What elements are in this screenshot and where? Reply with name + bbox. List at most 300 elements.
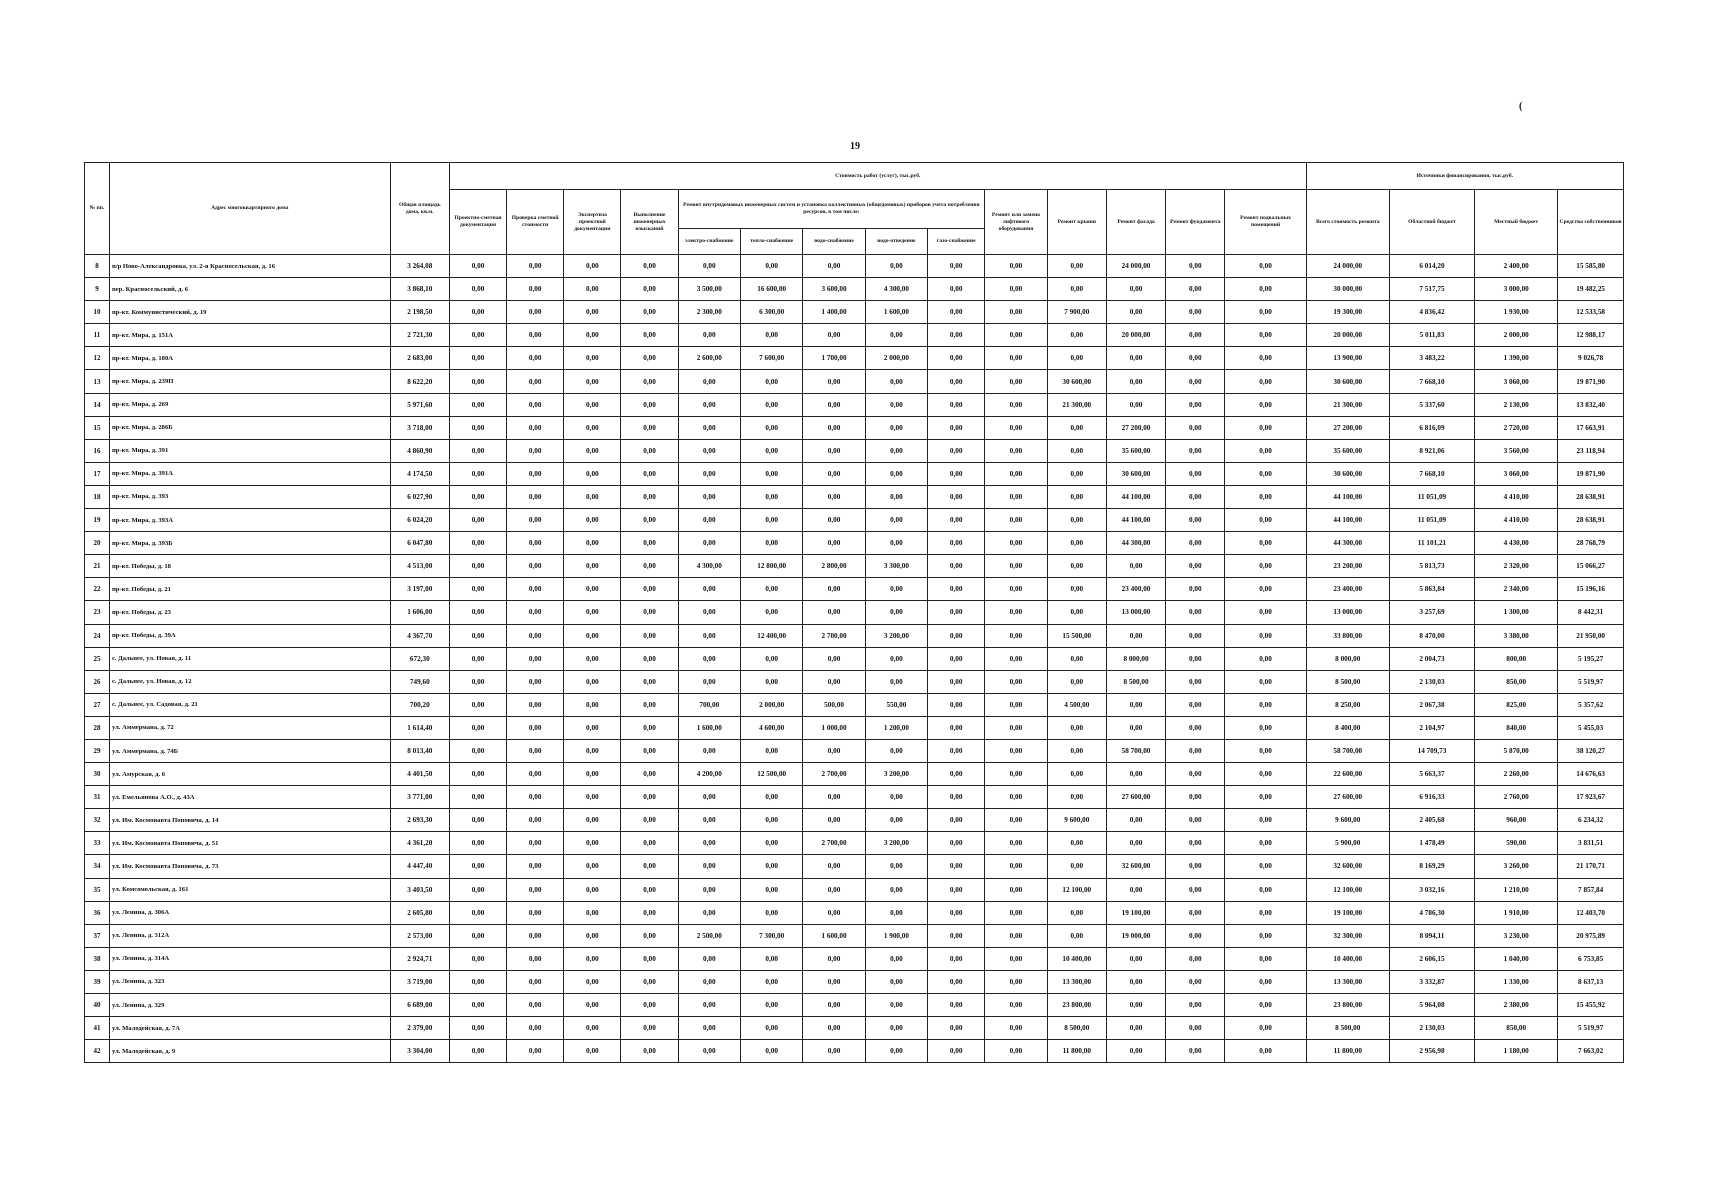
row-area: 8 013,40 [390,739,449,762]
row-area: 3 304,00 [390,1040,449,1063]
row-value: 0,00 [1106,994,1165,1017]
row-value: 0,00 [1225,370,1306,393]
row-value: 5 455,03 [1558,716,1624,739]
row-value: 0,00 [449,578,506,601]
row-value: 8 169,29 [1389,855,1474,878]
row-value: 0,00 [1166,924,1225,947]
row-address: ул. Им. Космонавта Поповича, д. 51 [109,832,390,855]
row-value: 0,00 [1047,670,1106,693]
row-value: 0,00 [928,439,985,462]
row-value: 0,00 [1225,578,1306,601]
row-value: 1 040,00 [1475,947,1558,970]
row-value: 0,00 [985,416,1047,439]
row-value: 0,00 [507,970,564,993]
row-value: 3 500,00 [678,278,740,301]
row-value: 9 026,78 [1558,347,1624,370]
row-value: 1 200,00 [865,716,927,739]
row-value: 0,00 [1106,693,1165,716]
row-value: 5 900,00 [1306,832,1389,855]
row-value: 0,00 [985,601,1047,624]
row-value: 0,00 [1047,578,1106,601]
row-value: 0,00 [678,970,740,993]
row-value: 1 390,00 [1475,347,1558,370]
row-value: 23 400,00 [1106,578,1165,601]
row-value: 0,00 [740,739,802,762]
row-value: 0,00 [1166,485,1225,508]
row-value: 0,00 [507,1017,564,1040]
row-value: 0,00 [985,809,1047,832]
row-value: 0,00 [1106,624,1165,647]
row-value: 0,00 [678,370,740,393]
row-value: 0,00 [449,601,506,624]
row-area: 749,60 [390,670,449,693]
row-value: 0,00 [803,739,865,762]
row-value: 0,00 [1225,347,1306,370]
row-value: 27 600,00 [1106,786,1165,809]
row-value: 0,00 [1106,809,1165,832]
row-value: 0,00 [740,1017,802,1040]
row-value: 0,00 [564,393,621,416]
row-value: 0,00 [1225,462,1306,485]
row-address: ул. Ленина, д. 314А [109,947,390,970]
row-value: 0,00 [507,739,564,762]
row-value: 4 300,00 [865,278,927,301]
row-value: 0,00 [803,532,865,555]
row-address: пр-кт. Коммунистический, д. 19 [109,301,390,324]
row-value: 2 500,00 [678,924,740,947]
row-address: ул. Аммермана, д. 72 [109,716,390,739]
row-value: 1 910,00 [1475,901,1558,924]
row-value: 3 560,00 [1475,439,1558,462]
row-value: 0,00 [865,994,927,1017]
row-value: 0,00 [1225,670,1306,693]
row-value: 0,00 [564,1040,621,1063]
row-value: 0,00 [865,970,927,993]
row-number: 36 [85,901,110,924]
row-value: 13 300,00 [1047,970,1106,993]
row-value: 0,00 [507,786,564,809]
row-value: 0,00 [985,370,1047,393]
row-value: 0,00 [449,670,506,693]
row-value: 8 500,00 [1306,1017,1389,1040]
row-value: 28 638,91 [1558,509,1624,532]
row-value: 0,00 [740,462,802,485]
row-value: 0,00 [507,301,564,324]
row-value: 0,00 [985,578,1047,601]
col-roof: Ремонт крыши [1047,190,1106,255]
row-value: 4 430,00 [1475,532,1558,555]
row-value: 16 600,00 [740,278,802,301]
row-address: пр-кт. Мира, д. 286Б [109,416,390,439]
row-value: 12 403,70 [1558,901,1624,924]
row-value: 0,00 [803,439,865,462]
row-value: 0,00 [1166,509,1225,532]
row-value: 0,00 [621,347,678,370]
row-value: 0,00 [507,324,564,347]
row-value: 0,00 [1166,947,1225,970]
row-address: пр-кт. Мира, д. 393 [109,485,390,508]
row-value: 0,00 [985,716,1047,739]
row-value: 0,00 [449,855,506,878]
table-row [85,970,1624,993]
row-value: 0,00 [740,416,802,439]
row-value: 0,00 [507,278,564,301]
row-value: 0,00 [678,832,740,855]
row-value: 0,00 [1106,878,1165,901]
row-value: 11 051,09 [1389,509,1474,532]
row-value: 2 000,00 [865,347,927,370]
row-value: 0,00 [803,393,865,416]
row-value: 0,00 [449,301,506,324]
row-area: 3 718,00 [390,416,449,439]
row-value: 0,00 [1166,624,1225,647]
row-address: пр-кт. Мира, д. 239П [109,370,390,393]
row-value: 0,00 [803,786,865,809]
row-value: 0,00 [678,532,740,555]
row-value: 3 831,51 [1558,832,1624,855]
row-address: ул. Им. Космонавта Поповича, д. 14 [109,809,390,832]
table-row [85,832,1624,855]
row-value: 0,00 [507,693,564,716]
row-value: 0,00 [985,1040,1047,1063]
row-value: 0,00 [507,878,564,901]
row-area: 3 771,00 [390,786,449,809]
row-value: 0,00 [449,832,506,855]
row-value: 35 600,00 [1306,439,1389,462]
row-value: 11 800,00 [1047,1040,1106,1063]
row-value: 0,00 [507,532,564,555]
row-value: 20 000,00 [1306,324,1389,347]
row-value: 0,00 [803,878,865,901]
row-address: п/р Ново-Александровка, ул. 2-я Красносельская, д. 16 [109,255,390,278]
row-value: 7 600,00 [740,347,802,370]
row-value: 0,00 [928,994,985,1017]
row-value: 3 380,00 [1475,624,1558,647]
row-value: 0,00 [1225,278,1306,301]
row-value: 14 676,63 [1558,763,1624,786]
row-value: 13 000,00 [1306,601,1389,624]
row-value: 0,00 [449,763,506,786]
row-value: 0,00 [449,786,506,809]
row-value: 0,00 [564,416,621,439]
row-value: 0,00 [1047,786,1106,809]
row-value: 0,00 [678,994,740,1017]
row-address: ул. Аммермана, д. 74Б [109,739,390,762]
row-area: 1 606,00 [390,601,449,624]
row-value: 3 060,00 [1475,370,1558,393]
row-value: 0,00 [564,278,621,301]
table-row [85,786,1624,809]
table-row [85,301,1624,324]
row-value: 12 533,58 [1558,301,1624,324]
table-row [85,347,1624,370]
table-row [85,855,1624,878]
row-value: 44 300,00 [1306,532,1389,555]
row-value: 5 863,84 [1389,578,1474,601]
row-value: 8 094,11 [1389,924,1474,947]
row-number: 15 [85,416,110,439]
row-value: 0,00 [740,947,802,970]
row-value: 0,00 [1106,716,1165,739]
row-value: 0,00 [1225,901,1306,924]
table-row [85,1017,1624,1040]
row-value: 0,00 [1166,370,1225,393]
table-row [85,901,1624,924]
row-value: 0,00 [449,347,506,370]
row-value: 0,00 [1166,693,1225,716]
row-value: 1 180,00 [1475,1040,1558,1063]
row-value: 0,00 [985,509,1047,532]
row-value: 0,00 [1106,1017,1165,1040]
row-value: 0,00 [507,485,564,508]
table-body [85,255,1624,1063]
row-value: 0,00 [1106,947,1165,970]
row-value: 0,00 [1166,278,1225,301]
row-number: 35 [85,878,110,901]
row-value: 0,00 [507,994,564,1017]
row-value: 24 000,00 [1306,255,1389,278]
row-value: 0,00 [1225,763,1306,786]
row-value: 0,00 [1225,855,1306,878]
row-value: 0,00 [1225,1040,1306,1063]
row-address: пр-кт. Победы, д. 39А [109,624,390,647]
row-value: 0,00 [507,578,564,601]
row-number: 33 [85,832,110,855]
row-address: ул. Ленина, д. 329 [109,994,390,1017]
col-surveys: Выполнение инженерных изысканий [621,190,678,255]
row-value: 0,00 [865,393,927,416]
row-area: 2 683,00 [390,347,449,370]
row-value: 0,00 [865,462,927,485]
row-value: 0,00 [928,624,985,647]
row-value: 0,00 [564,878,621,901]
row-value: 0,00 [507,416,564,439]
row-value: 21 300,00 [1306,393,1389,416]
row-value: 23 200,00 [1306,555,1389,578]
row-value: 0,00 [985,393,1047,416]
row-value: 0,00 [564,786,621,809]
row-value: 0,00 [449,693,506,716]
row-value: 0,00 [985,739,1047,762]
row-value: 0,00 [1166,878,1225,901]
row-value: 0,00 [621,462,678,485]
row-value: 0,00 [564,601,621,624]
row-area: 2 924,71 [390,947,449,970]
row-value: 5 870,00 [1475,739,1558,762]
row-value: 9 600,00 [1047,809,1106,832]
row-value: 12 100,00 [1306,878,1389,901]
row-value: 0,00 [985,301,1047,324]
row-value: 0,00 [1166,832,1225,855]
row-value: 0,00 [1047,278,1106,301]
row-value: 0,00 [621,901,678,924]
row-area: 4 860,90 [390,439,449,462]
row-value: 0,00 [678,739,740,762]
row-area: 6 047,80 [390,532,449,555]
row-value: 0,00 [564,462,621,485]
row-value: 0,00 [865,786,927,809]
row-value: 0,00 [740,439,802,462]
row-number: 31 [85,786,110,809]
row-value: 0,00 [564,324,621,347]
row-value: 24 000,00 [1106,255,1165,278]
corner-mark: ( [1519,101,1523,112]
row-value: 30 000,00 [1306,278,1389,301]
row-value: 0,00 [678,439,740,462]
col-heat: тепло-снабжение [740,229,802,255]
row-value: 17 663,91 [1558,416,1624,439]
row-value: 8 637,13 [1558,970,1624,993]
row-value: 7 668,10 [1389,370,1474,393]
row-area: 4 513,00 [390,555,449,578]
row-value: 2 956,98 [1389,1040,1474,1063]
row-value: 0,00 [985,786,1047,809]
row-value: 0,00 [985,647,1047,670]
row-value: 0,00 [1166,393,1225,416]
row-value: 0,00 [449,255,506,278]
col-group-sources: Источники финансирования, тыс.руб. [1306,163,1623,190]
col-sewer: водо-отведение [865,229,927,255]
row-value: 1 600,00 [678,716,740,739]
row-value: 0,00 [507,1040,564,1063]
row-value: 0,00 [985,278,1047,301]
row-value: 0,00 [507,347,564,370]
row-value: 2 320,00 [1475,555,1558,578]
row-value: 0,00 [449,370,506,393]
row-value: 0,00 [1106,970,1165,993]
row-value: 23 400,00 [1306,578,1389,601]
row-value: 0,00 [803,485,865,508]
col-no: № пп. [85,163,110,255]
row-value: 0,00 [1047,855,1106,878]
table-row [85,763,1624,786]
row-value: 0,00 [1166,901,1225,924]
row-value: 15 196,16 [1558,578,1624,601]
row-value: 0,00 [803,994,865,1017]
row-value: 0,00 [928,555,985,578]
row-value: 0,00 [507,670,564,693]
row-value: 13 832,40 [1558,393,1624,416]
row-value: 2 606,15 [1389,947,1474,970]
row-value: 0,00 [803,324,865,347]
row-value: 0,00 [1166,555,1225,578]
row-value: 30 600,00 [1106,462,1165,485]
row-value: 0,00 [928,532,985,555]
row-value: 0,00 [740,647,802,670]
row-value: 0,00 [1225,624,1306,647]
table-row [85,532,1624,555]
row-value: 0,00 [564,693,621,716]
row-value: 4 410,00 [1475,509,1558,532]
row-value: 0,00 [1166,578,1225,601]
row-area: 4 174,50 [390,462,449,485]
row-address: пр-кт. Мира, д. 393Б [109,532,390,555]
row-value: 21 170,71 [1558,855,1624,878]
row-value: 0,00 [928,347,985,370]
row-address: пр-кт. Мира, д. 391А [109,462,390,485]
row-number: 30 [85,763,110,786]
row-value: 3 260,00 [1475,855,1558,878]
row-value: 0,00 [985,855,1047,878]
row-value: 0,00 [1166,809,1225,832]
row-value: 0,00 [928,855,985,878]
row-value: 0,00 [928,947,985,970]
row-value: 10 400,00 [1047,947,1106,970]
row-value: 0,00 [928,393,985,416]
row-value: 0,00 [803,1017,865,1040]
row-value: 0,00 [985,878,1047,901]
row-value: 2 720,00 [1475,416,1558,439]
row-value: 2 300,00 [678,301,740,324]
row-value: 2 760,00 [1475,786,1558,809]
row-value: 0,00 [678,855,740,878]
row-value: 0,00 [928,786,985,809]
row-value: 2 000,00 [740,693,802,716]
row-value: 700,00 [678,693,740,716]
row-value: 0,00 [449,878,506,901]
row-area: 6 024,20 [390,509,449,532]
row-value: 1 400,00 [803,301,865,324]
row-value: 0,00 [1106,555,1165,578]
row-value: 0,00 [678,647,740,670]
row-value: 12 100,00 [1047,878,1106,901]
row-value: 0,00 [803,578,865,601]
page-number: 19 [850,141,860,152]
row-value: 3 257,69 [1389,601,1474,624]
row-value: 0,00 [865,509,927,532]
row-value: 960,00 [1475,809,1558,832]
row-value: 0,00 [507,901,564,924]
row-value: 7 300,00 [740,924,802,947]
row-value: 0,00 [621,647,678,670]
row-value: 0,00 [449,278,506,301]
row-value: 0,00 [621,416,678,439]
row-value: 0,00 [740,509,802,532]
row-value: 0,00 [740,1040,802,1063]
row-value: 8 500,00 [1106,670,1165,693]
row-value: 0,00 [928,416,985,439]
row-value: 0,00 [865,901,927,924]
row-value: 7 857,84 [1558,878,1624,901]
row-number: 17 [85,462,110,485]
row-value: 1 300,00 [1475,601,1558,624]
row-value: 0,00 [507,393,564,416]
row-value: 0,00 [928,647,985,670]
col-address: Адрес многоквартирного дома [109,163,390,255]
row-value: 2 000,00 [1475,324,1558,347]
row-value: 0,00 [865,947,927,970]
row-number: 28 [85,716,110,739]
row-value: 0,00 [564,439,621,462]
row-value: 840,00 [1475,716,1558,739]
row-value: 11 101,21 [1389,532,1474,555]
row-value: 0,00 [803,809,865,832]
row-value: 3 300,00 [865,555,927,578]
row-value: 0,00 [678,878,740,901]
row-value: 0,00 [507,462,564,485]
row-value: 13 300,00 [1306,970,1389,993]
col-electric: электро-снабжение [678,229,740,255]
row-value: 2 004,73 [1389,647,1474,670]
row-value: 0,00 [621,716,678,739]
row-value: 15 585,80 [1558,255,1624,278]
row-value: 2 405,68 [1389,809,1474,832]
row-value: 2 380,00 [1475,994,1558,1017]
row-value: 0,00 [803,601,865,624]
row-value: 0,00 [865,255,927,278]
row-value: 0,00 [564,255,621,278]
row-value: 0,00 [1047,485,1106,508]
